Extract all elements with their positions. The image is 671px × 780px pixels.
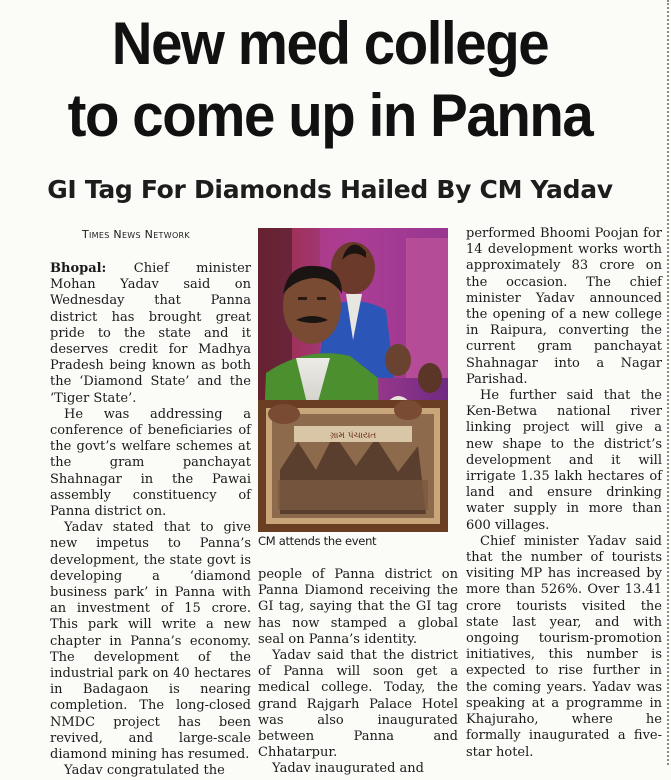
event-photo [258, 228, 448, 532]
headline-line-1: New med college [111, 10, 549, 77]
headline-line-2: to come up in Panna [67, 82, 593, 149]
clipping-edge [667, 0, 669, 765]
paragraph: Yadav congratulated the [64, 763, 225, 779]
paragraph-text: Chief minister Mohan Yadav said on Wednesday that Panna district has brought great pride to the state and it deserves credit for Madhya Pradesh being known as both the ‘Diamond State’ and the ‘Tiger State’. [50, 261, 251, 406]
paragraph: Yadav stated that to give new impetus to Panna’s development, the state govt is developing a ‘diamond business park’ in Panna with an investment of 15 crore. This park will write a new chapter in Panna’s economy. The development of the industrial park on 40 hectares in Badagaon is nearing completion. The long-closed NMDC project has been revived, and large-scale diamond mining has resumed. [50, 520, 251, 763]
paragraph: He was addressing a conference of beneficiaries of the govt’s welfare schemes at the gram panchayat Shahnagar in the Pawai assembly constituency of Panna district on. [50, 406, 251, 520]
photo-caption: CM attends the event [258, 534, 377, 548]
article-column-1 [50, 261, 251, 780]
paragraph: performed Bhoomi Poojan for 14 development works worth approximately 83 crore on the occasion. The chief minister Yadav announced the opening of a new college in Raipura, converting the current gram panchayat Shahnagar into a Nagar Parishad. [466, 226, 662, 387]
frame-text: ગ્રામ પંચાયત [329, 431, 377, 441]
article-column-2 [258, 567, 458, 778]
paragraph: Yadav inaugurated and [272, 761, 425, 777]
paragraph [50, 261, 251, 407]
paragraph: Yadav said that the district of Panna will soon get a medical college. Today, the grand Rajgarh Palace Hotel was also inaugurated between Panna and Chhatarpur. [258, 648, 458, 761]
subheadline: GI Tag For Diamonds Hailed By CM Yadav [47, 175, 613, 204]
article-column-3 [466, 226, 662, 761]
dateline: Bhopal: [50, 261, 107, 276]
paragraph: Chief minister Yadav said that the number of tourists visiting MP has increased by more than 526%. Over 13.41 crore tourists visited the state last year, and with ongoing tourism-promotion initiatives, this number is expected to rise further in the coming years. Yadav was speaking at a programme in Khajuraho, where he formally inaugurated a five-star hotel. [466, 533, 662, 760]
paragraph: people of Panna district on Panna Diamond receiving the GI tag, saying that the GI tag has now stamped a global seal on Panna’s identity. [258, 567, 458, 647]
byline: Times News Network [82, 228, 190, 241]
event-photo-graphic [258, 228, 448, 532]
paragraph: He further said that the Ken-Betwa national river linking project will give a new shape to the district’s development and it will irrigate 1.35 lakh hectares of land and ensure drinking water supply in more than 600 villages. [466, 388, 662, 533]
